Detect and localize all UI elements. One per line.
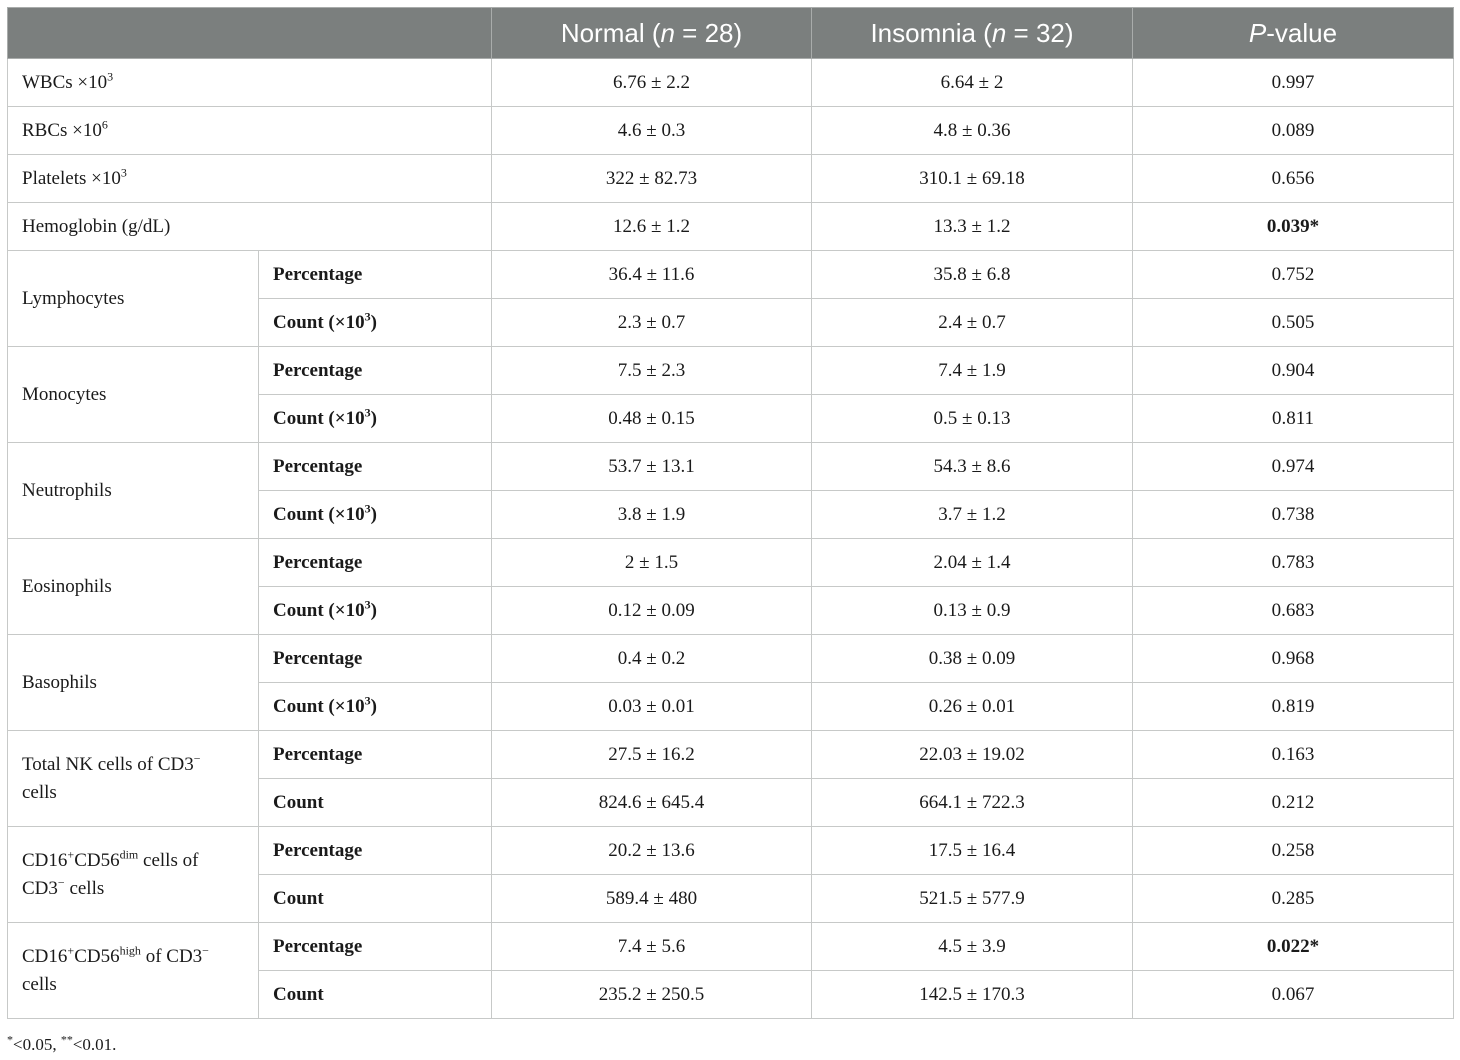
sub-label: Percentage bbox=[259, 347, 492, 395]
group-label: Neutrophils bbox=[8, 443, 259, 539]
normal-value: 0.03 ± 0.01 bbox=[492, 683, 812, 731]
table-row bbox=[8, 59, 1454, 107]
p-value: 0.811 bbox=[1133, 395, 1454, 443]
group-label: Monocytes bbox=[8, 347, 259, 443]
group-label: $CD16^+CD56^{high}$ of CD3− cells bbox=[8, 923, 259, 1019]
normal-value: 322 ± 82.73 bbox=[492, 155, 812, 203]
sub-label: Percentage bbox=[259, 731, 492, 779]
table-row bbox=[8, 203, 1454, 251]
table-footnote: *<0.05, **<0.01. bbox=[7, 1032, 117, 1054]
p-value: 0.683 bbox=[1133, 587, 1454, 635]
insomnia-value: 310.1 ± 69.18 bbox=[812, 155, 1133, 203]
sub-label: Percentage bbox=[259, 923, 492, 971]
table-row bbox=[8, 107, 1454, 155]
insomnia-value: 2.04 ± 1.4 bbox=[812, 539, 1133, 587]
insomnia-value: 13.3 ± 1.2 bbox=[812, 203, 1133, 251]
sub-label: Count $(\times 10^3)$ bbox=[259, 299, 492, 347]
insomnia-value: 7.4 ± 1.9 bbox=[812, 347, 1133, 395]
table-row bbox=[8, 155, 1454, 203]
sub-label: Count bbox=[259, 971, 492, 1019]
group-label: Total NK cells of CD3− cells bbox=[8, 731, 259, 827]
sub-label: Count $(\times 10^3)$ bbox=[259, 395, 492, 443]
p-value: 0.656 bbox=[1133, 155, 1454, 203]
table-row bbox=[8, 251, 1454, 299]
sub-label: Count bbox=[259, 875, 492, 923]
normal-value: 3.8 ± 1.9 bbox=[492, 491, 812, 539]
p-value: 0.819 bbox=[1133, 683, 1454, 731]
header-insomnia: Insomnia (n = 32) bbox=[812, 8, 1133, 59]
p-value-significant: 0.039* bbox=[1133, 203, 1454, 251]
header-p-value: P-value bbox=[1133, 8, 1454, 59]
normal-value: 0.12 ± 0.09 bbox=[492, 587, 812, 635]
sub-label: Count $(\times 10^3)$ bbox=[259, 587, 492, 635]
p-value: 0.783 bbox=[1133, 539, 1454, 587]
p-value: 0.968 bbox=[1133, 635, 1454, 683]
p-value: 0.738 bbox=[1133, 491, 1454, 539]
p-value: 0.505 bbox=[1133, 299, 1454, 347]
group-label: Eosinophils bbox=[8, 539, 259, 635]
normal-value: 7.5 ± 2.3 bbox=[492, 347, 812, 395]
normal-value: 4.6 ± 0.3 bbox=[492, 107, 812, 155]
sub-label: Count $(\times 10^3)$ bbox=[259, 683, 492, 731]
insomnia-value: 4.5 ± 3.9 bbox=[812, 923, 1133, 971]
table-row bbox=[8, 923, 1454, 971]
insomnia-value: 142.5 ± 170.3 bbox=[812, 971, 1133, 1019]
sub-label: Percentage bbox=[259, 539, 492, 587]
header-normal: Normal (n = 28) bbox=[492, 8, 812, 59]
normal-value: 36.4 ± 11.6 bbox=[492, 251, 812, 299]
p-value: 0.904 bbox=[1133, 347, 1454, 395]
insomnia-value: 0.13 ± 0.9 bbox=[812, 587, 1133, 635]
normal-value: 2 ± 1.5 bbox=[492, 539, 812, 587]
p-value: 0.752 bbox=[1133, 251, 1454, 299]
insomnia-value: 2.4 ± 0.7 bbox=[812, 299, 1133, 347]
normal-value: 20.2 ± 13.6 bbox=[492, 827, 812, 875]
row-label: Platelets $\times 10^3$ bbox=[8, 155, 492, 203]
blood-parameters-table bbox=[7, 7, 1454, 1019]
insomnia-value: 3.7 ± 1.2 bbox=[812, 491, 1133, 539]
insomnia-value: 521.5 ± 577.9 bbox=[812, 875, 1133, 923]
insomnia-value: 664.1 ± 722.3 bbox=[812, 779, 1133, 827]
table-container bbox=[7, 7, 1453, 1019]
normal-value: 27.5 ± 16.2 bbox=[492, 731, 812, 779]
table-row bbox=[8, 635, 1454, 683]
table-row bbox=[8, 539, 1454, 587]
normal-value: 824.6 ± 645.4 bbox=[492, 779, 812, 827]
p-value: 0.067 bbox=[1133, 971, 1454, 1019]
table-row bbox=[8, 347, 1454, 395]
insomnia-value: 0.38 ± 0.09 bbox=[812, 635, 1133, 683]
insomnia-value: 0.26 ± 0.01 bbox=[812, 683, 1133, 731]
p-value: 0.258 bbox=[1133, 827, 1454, 875]
p-value: 0.974 bbox=[1133, 443, 1454, 491]
normal-value: 0.48 ± 0.15 bbox=[492, 395, 812, 443]
p-value: 0.163 bbox=[1133, 731, 1454, 779]
p-value: 0.997 bbox=[1133, 59, 1454, 107]
insomnia-value: 0.5 ± 0.13 bbox=[812, 395, 1133, 443]
normal-value: 6.76 ± 2.2 bbox=[492, 59, 812, 107]
normal-value: 0.4 ± 0.2 bbox=[492, 635, 812, 683]
p-value-significant: 0.022* bbox=[1133, 923, 1454, 971]
insomnia-value: 17.5 ± 16.4 bbox=[812, 827, 1133, 875]
sub-label: Percentage bbox=[259, 251, 492, 299]
header-empty bbox=[8, 8, 492, 59]
row-label: WBCs $\times 10^3$ bbox=[8, 59, 492, 107]
insomnia-value: 35.8 ± 6.8 bbox=[812, 251, 1133, 299]
insomnia-value: 6.64 ± 2 bbox=[812, 59, 1133, 107]
p-value: 0.212 bbox=[1133, 779, 1454, 827]
normal-value: 53.7 ± 13.1 bbox=[492, 443, 812, 491]
insomnia-value: 54.3 ± 8.6 bbox=[812, 443, 1133, 491]
sub-label: Count $(\times 10^3)$ bbox=[259, 491, 492, 539]
sub-label: Percentage bbox=[259, 827, 492, 875]
table-row bbox=[8, 443, 1454, 491]
insomnia-value: 22.03 ± 19.02 bbox=[812, 731, 1133, 779]
normal-value: 12.6 ± 1.2 bbox=[492, 203, 812, 251]
p-value: 0.089 bbox=[1133, 107, 1454, 155]
normal-value: 7.4 ± 5.6 bbox=[492, 923, 812, 971]
group-label: Basophils bbox=[8, 635, 259, 731]
header-row bbox=[8, 8, 1454, 59]
insomnia-value: 4.8 ± 0.36 bbox=[812, 107, 1133, 155]
normal-value: 2.3 ± 0.7 bbox=[492, 299, 812, 347]
sub-label: Percentage bbox=[259, 635, 492, 683]
row-label: Hemoglobin (g/dL) bbox=[8, 203, 492, 251]
normal-value: 589.4 ± 480 bbox=[492, 875, 812, 923]
row-label: RBCs $\times 10^6$ bbox=[8, 107, 492, 155]
sub-label: Percentage bbox=[259, 443, 492, 491]
p-value: 0.285 bbox=[1133, 875, 1454, 923]
group-label: Lymphocytes bbox=[8, 251, 259, 347]
normal-value: 235.2 ± 250.5 bbox=[492, 971, 812, 1019]
group-label: $CD16^+CD56^{dim}$ cells of CD3− cells bbox=[8, 827, 259, 923]
table-row bbox=[8, 827, 1454, 875]
sub-label: Count bbox=[259, 779, 492, 827]
table-row bbox=[8, 731, 1454, 779]
